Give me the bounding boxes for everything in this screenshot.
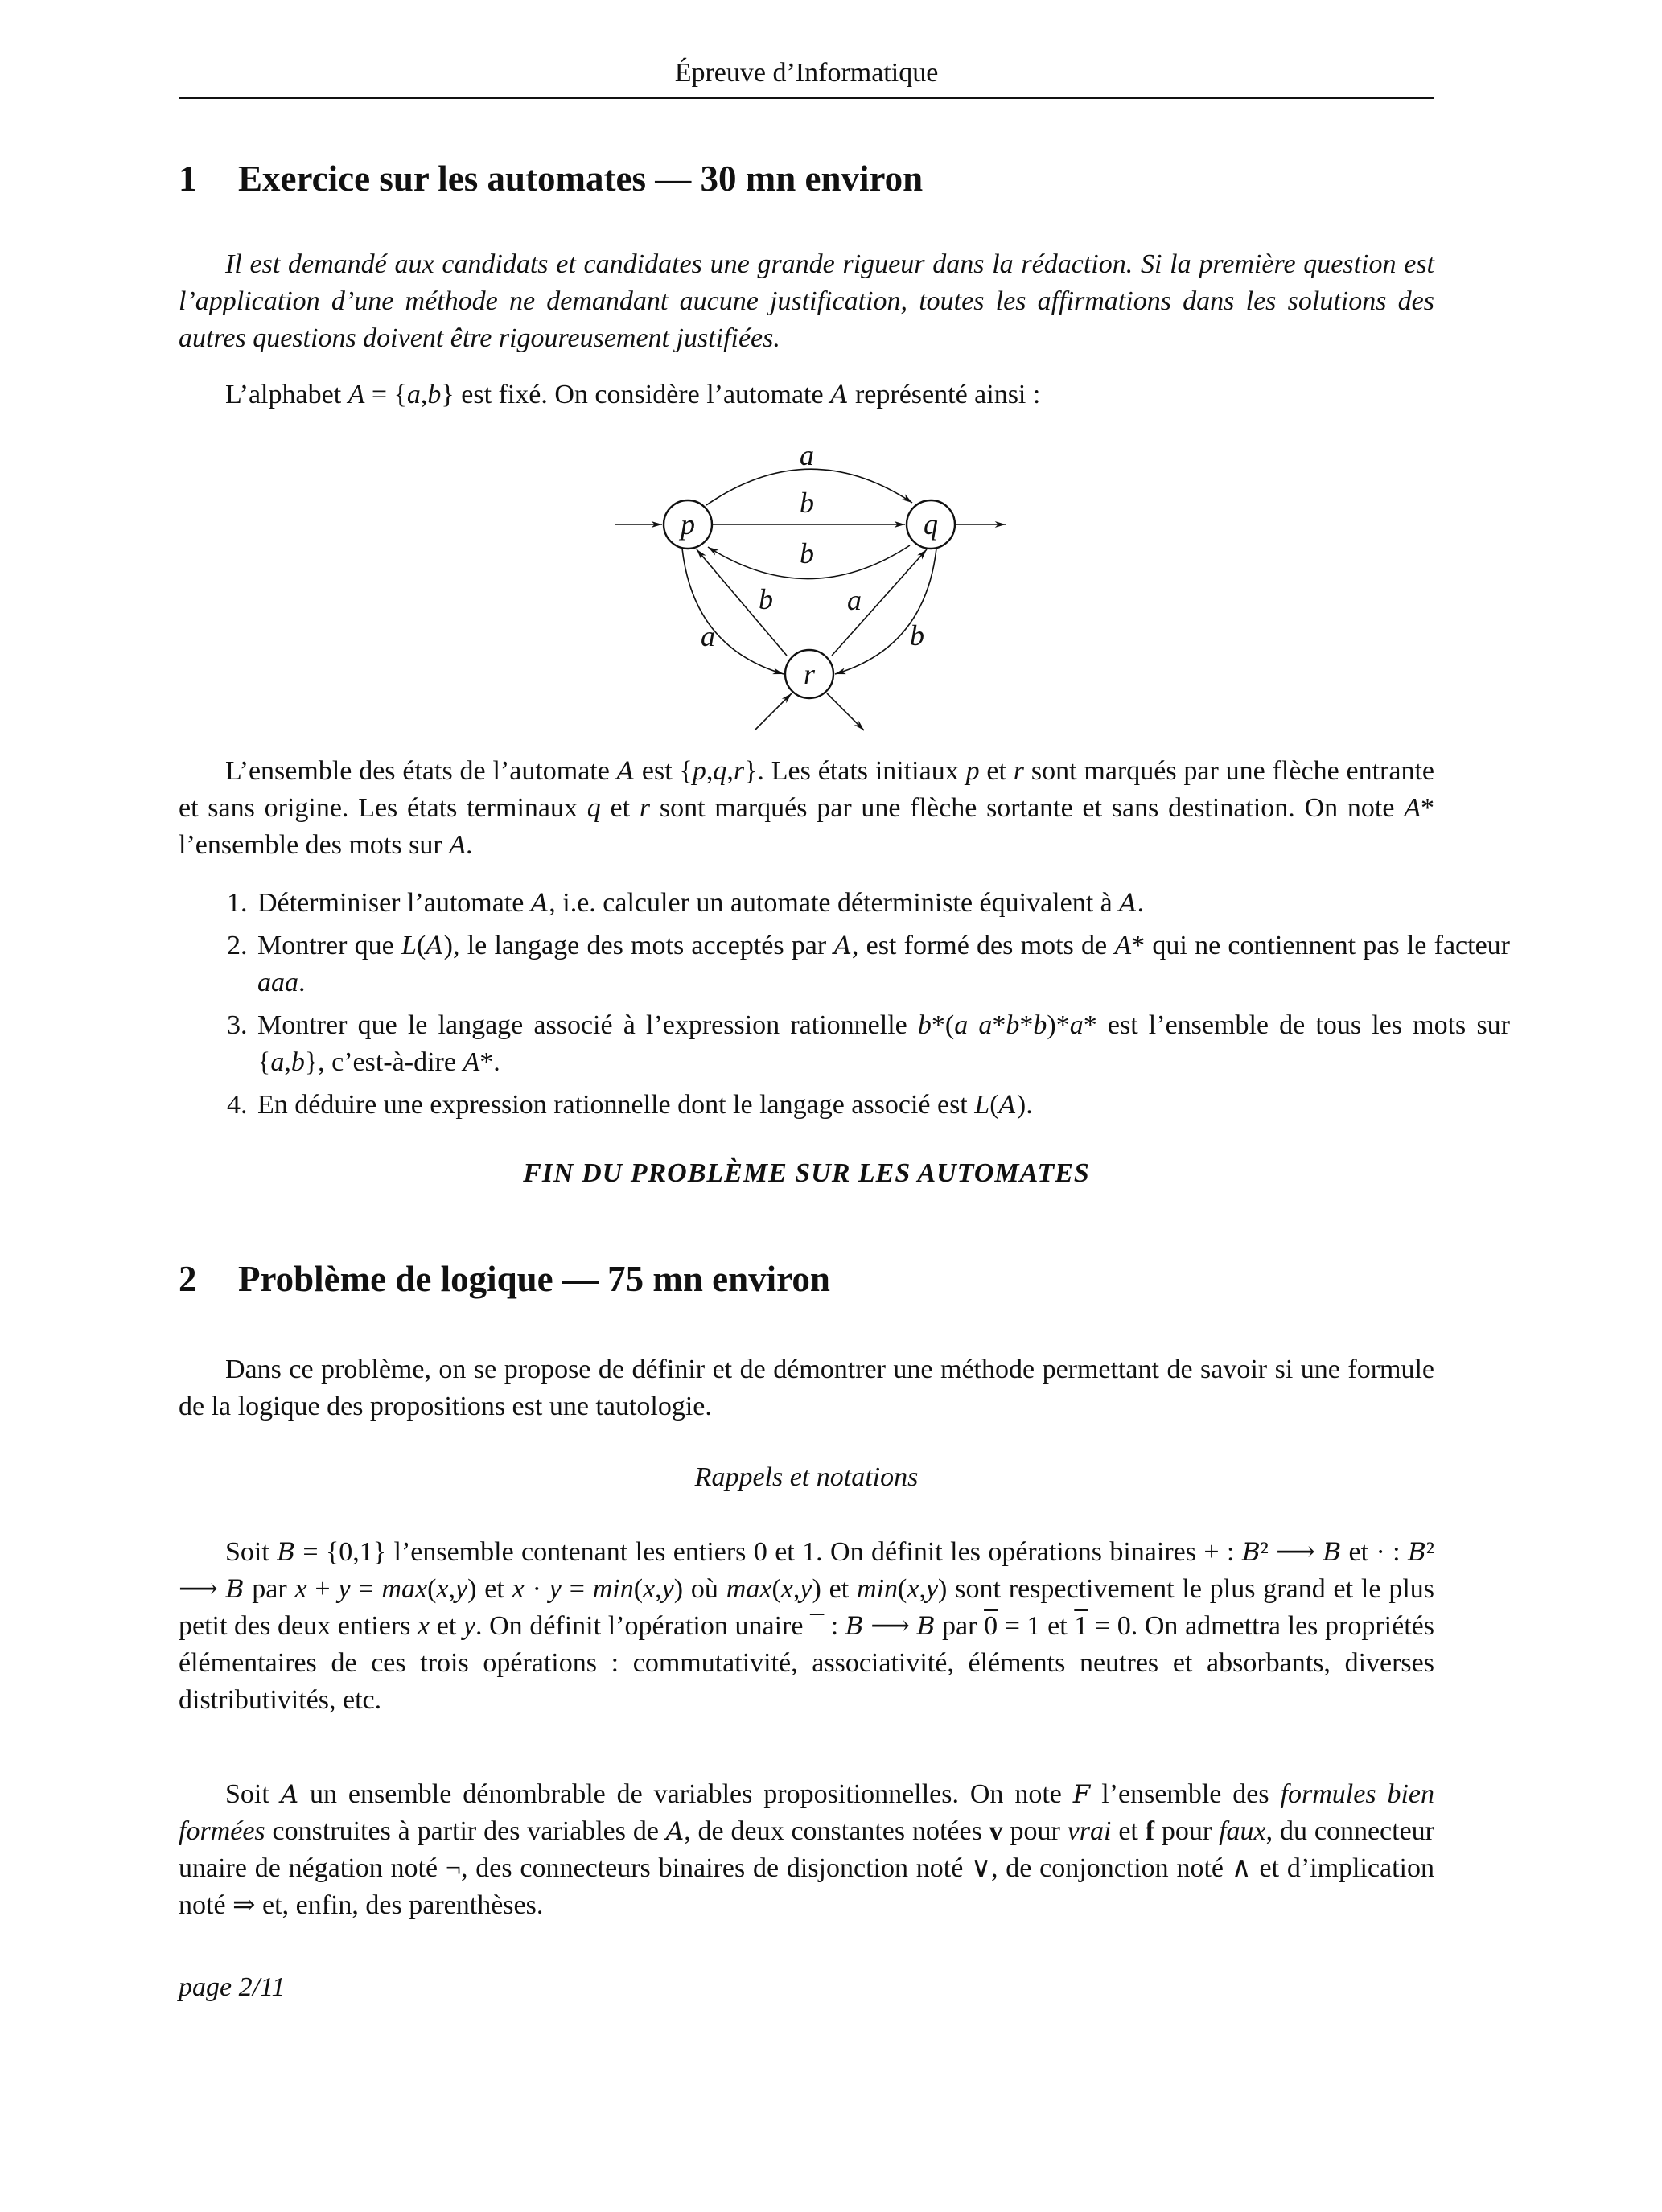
calligraphic-symbol: F: [1072, 1780, 1091, 1809]
math-symbol: vrai: [1067, 1816, 1112, 1846]
math-symbol: y: [800, 1574, 812, 1604]
math-symbol: y: [549, 1574, 562, 1604]
section-1-instructions: Il est demandé aux candidats et candidates une grande rigueur dans la rédaction. Si la première question est l’application d’une méthode ne demandant aucune justification, toutes les affirmations dans les solutions des autres questions doivent être rigoureusement justifiées.: [179, 249, 1434, 353]
math-symbol: y: [925, 1574, 939, 1604]
calligraphic-symbol: A: [665, 1817, 685, 1846]
math-symbol: b: [427, 380, 442, 409]
math-symbol: a: [1069, 1010, 1084, 1040]
formulas-paragraph: Soit A un ensemble dénombrable de variables propositionnelles. On note F l’ensemble des formules bien formées construites à partir des variables de A, de deux constantes notées v pour vrai et f pour faux, du connecteur unaire de négation noté ¬, des connecteurs binaires de disjonction noté ∨, de conjonction noté ∧ et d’implication noté ⇒ et, enfin, des parenthèses.: [179, 1779, 1435, 1920]
math-symbol: min: [857, 1574, 899, 1604]
page-number: page 2/11: [179, 1972, 286, 2002]
section-number: 2: [179, 1259, 197, 1299]
math-symbol: b: [1033, 1010, 1047, 1040]
section-2-intro: Dans ce problème, on se propose de définir et de démontrer une méthode permettant de savoir si une formule de la logique des propositions est une tautologie.: [179, 1355, 1434, 1421]
edge-label: b: [800, 537, 814, 569]
calligraphic-symbol: A: [616, 757, 636, 786]
math-symbol: formules bien formées: [179, 1779, 1434, 1846]
math-symbol: L: [974, 1090, 990, 1120]
question-3: 3. Montrer que le langage associé à l’expression rationnelle b*(a a*b*b)*a* est l’ensemble de tous les mots sur {a,b}, c’est-à-dire A*.: [254, 1007, 1510, 1081]
calligraphic-symbol: B: [1241, 1538, 1261, 1567]
math-symbol: A: [449, 830, 466, 860]
math-symbol: q: [586, 793, 601, 823]
math-symbol: b: [917, 1010, 932, 1040]
edge-label: b: [800, 487, 814, 519]
math-symbol: x: [643, 1574, 656, 1604]
math-symbol: y: [463, 1611, 475, 1641]
math-symbol: A: [1404, 793, 1421, 823]
calligraphic-symbol: B: [1408, 1538, 1426, 1567]
calligraphic-symbol: A: [998, 1091, 1017, 1120]
math-symbol: max: [726, 1574, 772, 1604]
math-symbol: b: [290, 1047, 305, 1077]
math-symbol: b: [1006, 1010, 1020, 1040]
calligraphic-symbol: B: [845, 1612, 864, 1641]
calligraphic-symbol: B: [916, 1612, 936, 1641]
math-symbol: y: [455, 1574, 468, 1604]
edge-label: a: [847, 584, 862, 616]
edge-label: b: [759, 583, 773, 615]
math-symbol: L: [401, 931, 417, 960]
question-4: 4. En déduire une expression rationnelle dont le langage associé est L(A).: [254, 1087, 1510, 1124]
edge-label: b: [910, 619, 924, 652]
math-symbol: r: [733, 756, 745, 786]
math-symbol: A: [1114, 931, 1132, 960]
notation-paragraph: Soit B = {0,1} l’ensemble contenant les entiers 0 et 1. On définit les opérations binaires + : B² ⟶ B et · : B² ⟶ B par x + y = max(x,y) et x · y = min(x,y) où max(x,y) et min(x,y) sont respectivement le plus grand et le plus petit des deux entiers x et y. On définit l’opération unaire ¯ : B ⟶ B par 0 = 1 et 1 = 0. On admettra les propriétés élémentaires de ces trois opérations : commutativité, associativité, éléments neutres et absorbants, diverses distributivités, etc.: [179, 1537, 1434, 1715]
math-symbol: p: [692, 756, 706, 786]
bold-constant: f: [1145, 1816, 1155, 1846]
subsection-title: Rappels et notations: [694, 1462, 919, 1492]
question-1: 1. Déterminiser l’automate A, i.e. calculer un automate déterministe équivalent à A.: [254, 885, 1510, 922]
math-symbol: x: [436, 1574, 449, 1604]
math-symbol: y: [338, 1574, 351, 1604]
states-paragraph: L’ensemble des états de l’automate A est {p,q,r}. Les états initiaux p et r sont marqués par une flèche entrante et sans origine. Les états terminaux q et r sont marqués par une flèche sortante et sans destination. On note A* l’ensemble des mots sur A.: [179, 756, 1434, 860]
section-title: Exercice sur les automates — 30 mn environ: [238, 158, 924, 199]
running-header: Épreuve d’Informatique: [674, 58, 939, 88]
section-number: 1: [179, 158, 197, 199]
question-2: 2. Montrer que L(A), le langage des mots acceptés par A, est formé des mots de A* qui ne contiennent pas le facteur aaa.: [254, 927, 1510, 1001]
math-symbol: x: [418, 1611, 430, 1641]
calligraphic-symbol: B: [277, 1538, 295, 1567]
math-symbol: y: [661, 1574, 674, 1604]
math-symbol: r: [639, 793, 651, 823]
math-symbol: x: [512, 1574, 525, 1604]
calligraphic-symbol: A: [1119, 889, 1137, 918]
math-symbol: min: [592, 1574, 634, 1604]
calligraphic-symbol: B: [225, 1575, 245, 1604]
state-q-label: q: [924, 508, 938, 541]
math-symbol: p: [965, 756, 980, 786]
section-2-heading: [179, 1258, 1434, 1300]
calligraphic-symbol: A: [830, 380, 849, 409]
question-list: [179, 885, 1510, 1129]
edge-label: a: [800, 439, 814, 471]
alphabet-paragraph: L’alphabet A = {a,b} est fixé. On considère l’automate A représenté ainsi :: [225, 380, 1041, 409]
math-symbol: A: [463, 1047, 480, 1077]
math-symbol: a a: [954, 1010, 993, 1040]
math-symbol: x: [907, 1574, 919, 1604]
math-symbol: q: [713, 756, 727, 786]
end-of-problem-label: FIN DU PROBLÈME SUR LES AUTOMATES: [523, 1158, 1090, 1188]
state-p-label: p: [681, 508, 695, 541]
calligraphic-symbol: A: [833, 931, 852, 960]
calligraphic-symbol: A: [530, 889, 549, 918]
math-symbol: r: [1013, 756, 1025, 786]
negated-value: 0: [984, 1611, 998, 1641]
state-r-label: r: [803, 658, 816, 690]
automaton-diagram: [0, 0, 1662, 804]
math-symbol: a: [270, 1047, 285, 1077]
math-symbol: faux: [1219, 1816, 1266, 1846]
math-symbol: a: [406, 380, 421, 409]
math-symbol: max: [381, 1574, 428, 1604]
calligraphic-symbol: B: [1323, 1538, 1342, 1567]
math-symbol: x: [294, 1574, 307, 1604]
negated-value: 1: [1074, 1611, 1088, 1641]
math-symbol: A: [348, 380, 365, 409]
math-symbol: x: [780, 1574, 793, 1604]
edge-label: a: [701, 620, 715, 652]
calligraphic-symbol: A: [280, 1780, 299, 1809]
math-symbol: aaa: [257, 968, 298, 997]
section-title: Problème de logique — 75 mn environ: [238, 1259, 830, 1299]
final-arrow-r: [827, 693, 864, 730]
bold-constant: v: [989, 1816, 1003, 1846]
initial-arrow-r: [755, 693, 792, 730]
calligraphic-symbol: A: [426, 931, 444, 960]
